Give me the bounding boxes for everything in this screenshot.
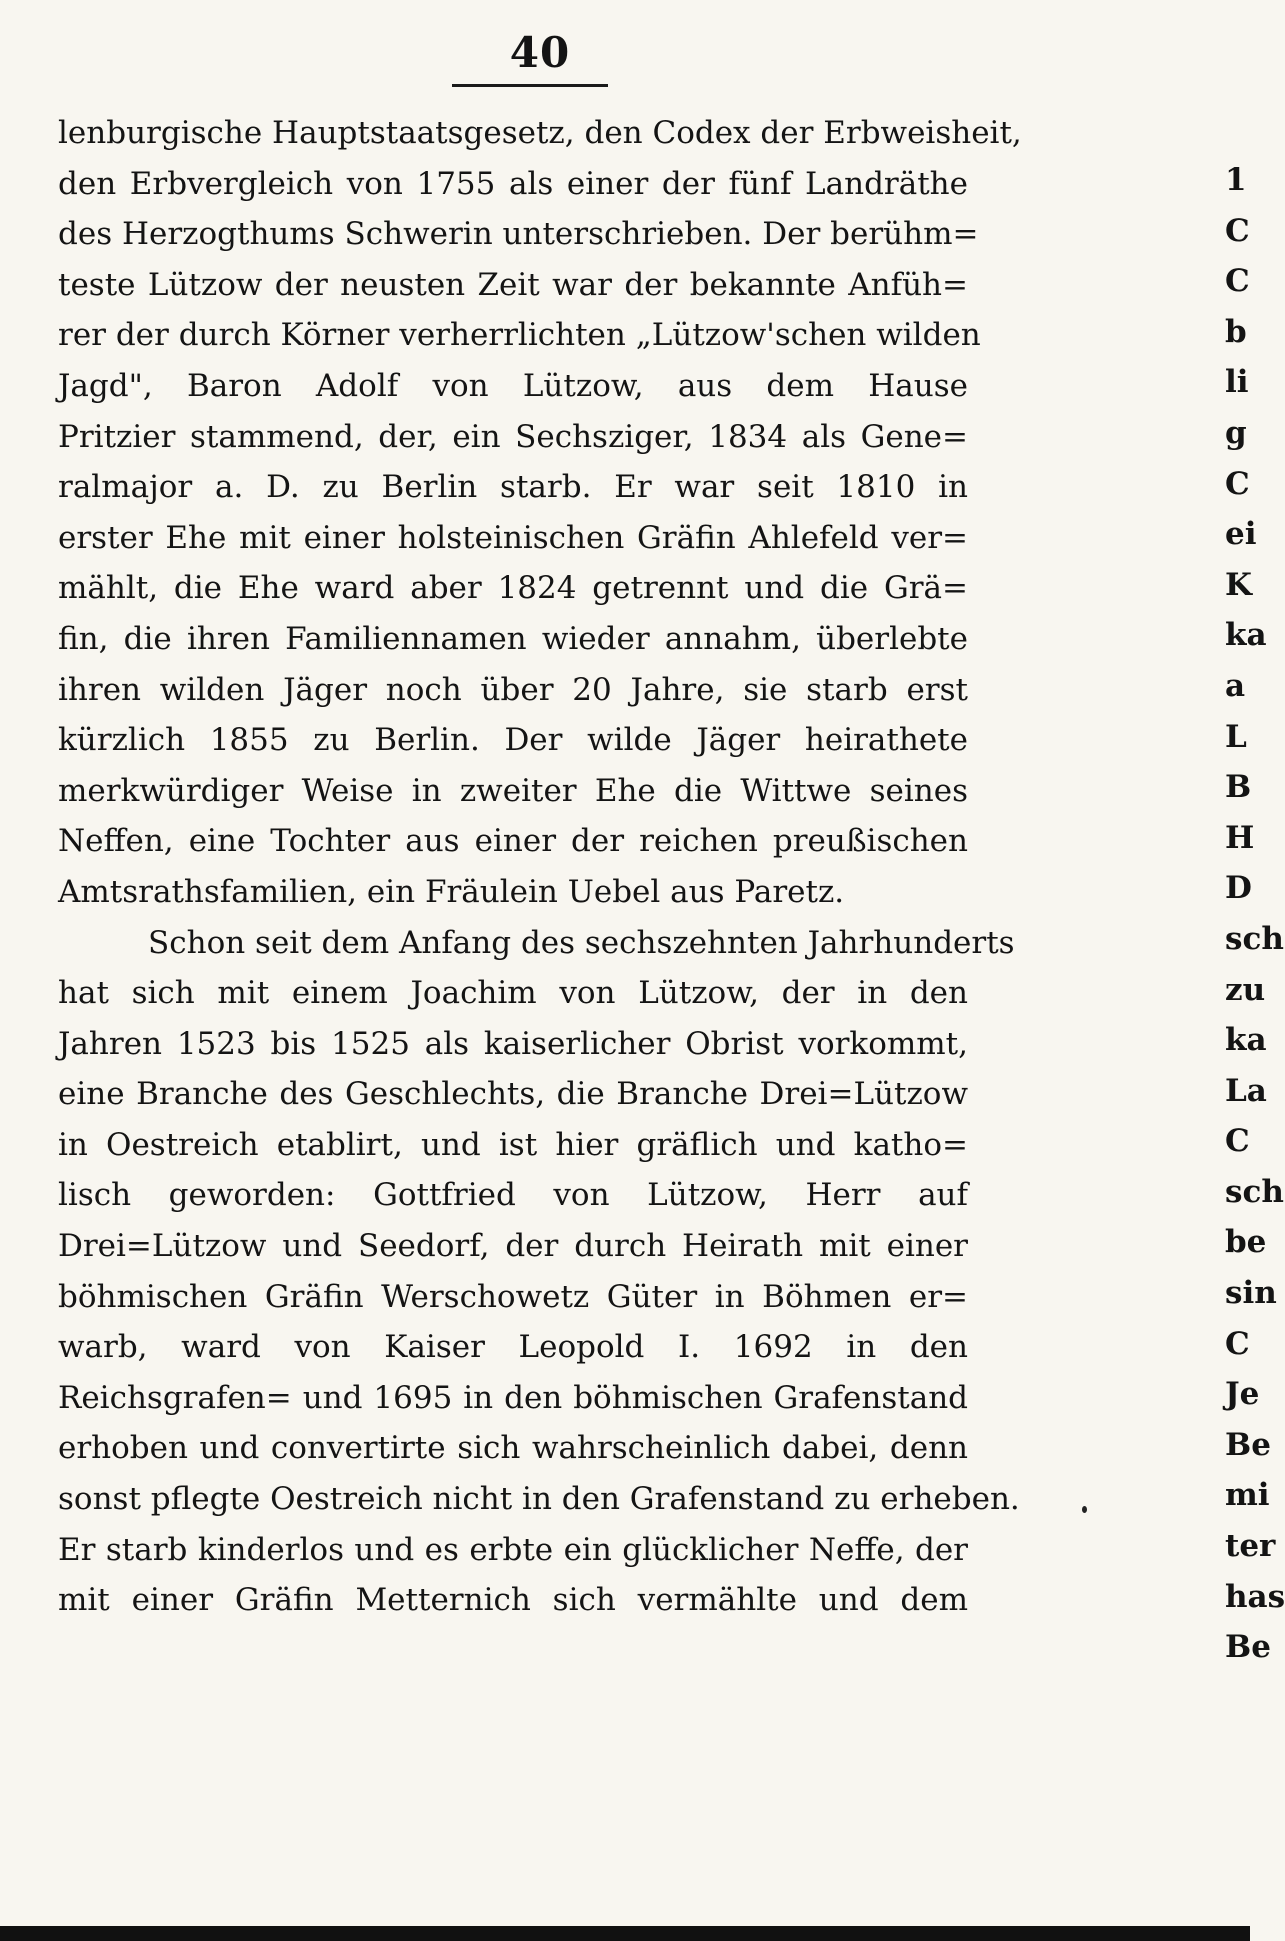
text-line: in Oestreich etablirt, und ist hier gräflich und katho=: [58, 1126, 968, 1163]
facing-page-line: C: [1225, 212, 1250, 249]
text-line: ihren wilden Jäger noch über 20 Jahre, sie starb erst: [58, 671, 968, 708]
text-line: Schon seit dem Anfang des sechszehnten Jahrhunderts: [148, 924, 1015, 961]
text-line: ralmajor a. D. zu Berlin starb. Er war seit 1810 in: [58, 469, 968, 506]
facing-page-line: mi: [1225, 1477, 1270, 1514]
facing-page-line: Je: [1225, 1376, 1260, 1413]
text-line: hat sich mit einem Joachim von Lützow, der in den: [58, 975, 968, 1012]
text-line: rer der durch Körner verherrlichten „Lützow'schen wilden: [58, 317, 981, 354]
facing-page-line: ka: [1225, 617, 1267, 654]
text-line: mählt, die Ehe ward aber 1824 getrennt und die Grä=: [58, 570, 968, 607]
facing-page-line: ter: [1225, 1528, 1276, 1565]
facing-page-line: C: [1225, 465, 1250, 502]
text-line: Neffen, eine Tochter aus einer der reichen preußischen: [58, 823, 968, 860]
text-line: Reichsgrafen= und 1695 in den böhmischen Grafenstand: [58, 1379, 968, 1416]
facing-page-line: Be: [1225, 1629, 1271, 1666]
text-line: des Herzogthums Schwerin unterschrieben. Der berühm=: [58, 216, 979, 253]
facing-page-line: C: [1225, 1123, 1250, 1160]
facing-page-fragment: [1225, 155, 1285, 1673]
text-line: Jahren 1523 bis 1525 als kaiserlicher Obrist vorkommt,: [58, 1025, 968, 1062]
facing-page-line: B: [1225, 769, 1252, 806]
facing-page-line: a: [1225, 667, 1246, 704]
facing-page-line: li: [1225, 364, 1249, 401]
main-text-column: [58, 108, 1022, 1626]
text-line: böhmischen Gräfin Werschowetz Güter in Böhmen er=: [58, 1278, 968, 1315]
text-line: lenburgische Hauptstaatsgesetz, den Codex der Erbweisheit,: [58, 115, 1022, 151]
facing-page-line: g: [1225, 414, 1247, 451]
text-line: eine Branche des Geschlechts, die Branche Drei=Lützow: [58, 1076, 968, 1113]
facing-page-line: La: [1225, 1072, 1267, 1109]
ink-speck: [1082, 1506, 1087, 1513]
facing-page-line: ei: [1225, 516, 1257, 553]
text-line: sonst pflegte Oestreich nicht in den Grafenstand zu erheben.: [58, 1481, 1020, 1518]
text-line: erster Ehe mit einer holsteinischen Gräfin Ahlefeld ver=: [58, 519, 968, 556]
facing-page-line: zu: [1225, 971, 1266, 1008]
facing-page-line: has: [1225, 1578, 1285, 1615]
facing-page-line: b: [1225, 313, 1247, 350]
facing-page-line: H: [1225, 819, 1255, 856]
text-line: fin, die ihren Familiennamen wieder annahm, überlebte: [58, 620, 968, 657]
text-line: merkwürdiger Weise in zweiter Ehe die Wittwe seines: [58, 772, 968, 809]
facing-page-line: L: [1225, 718, 1247, 755]
text-line: Pritzier stammend, der, ein Sechsziger, 1834 als Gene=: [58, 418, 968, 455]
text-line: erhoben und convertirte sich wahrscheinlich dabei, denn: [58, 1430, 968, 1467]
page-number: 40: [509, 28, 571, 77]
facing-page-line: sin: [1225, 1275, 1277, 1312]
text-line: Drei=Lützow und Seedorf, der durch Heirath mit einer: [58, 1228, 968, 1265]
text-line: Jagd", Baron Adolf von Lützow, aus dem Hause: [58, 367, 968, 404]
facing-page-line: C: [1225, 263, 1250, 300]
facing-page-line: 1: [1225, 162, 1247, 198]
facing-page-line: D: [1225, 870, 1252, 907]
text-line: teste Lützow der neusten Zeit war der bekannte Anfüh=: [58, 266, 968, 303]
facing-page-line: ka: [1225, 1022, 1267, 1059]
scan-bottom-edge: [0, 1926, 1250, 1941]
text-line: warb, ward von Kaiser Leopold I. 1692 in den: [58, 1329, 968, 1366]
text-line: lisch geworden: Gottfried von Lützow, Herr auf: [58, 1177, 968, 1214]
text-line: Amtsrathsfamilien, ein Fräulein Uebel aus Paretz.: [58, 873, 845, 910]
facing-page-line: be: [1225, 1224, 1267, 1261]
facing-page-line: K: [1225, 566, 1252, 603]
text-line: Er starb kinderlos und es erbte ein glücklicher Neffe, der: [58, 1531, 968, 1568]
text-line: den Erbvergleich von 1755 als einer der fünf Landräthe: [58, 165, 968, 202]
facing-page-line: sch: [1225, 920, 1284, 957]
text-line: kürzlich 1855 zu Berlin. Der wilde Jäger heirathete: [58, 722, 968, 759]
facing-page-line: Be: [1225, 1426, 1271, 1463]
facing-page-line: C: [1225, 1325, 1250, 1362]
text-line: mit einer Gräfin Metternich sich vermählte und dem: [58, 1582, 968, 1619]
page-number-rule: [452, 84, 608, 87]
facing-page-line: sch: [1225, 1173, 1284, 1210]
